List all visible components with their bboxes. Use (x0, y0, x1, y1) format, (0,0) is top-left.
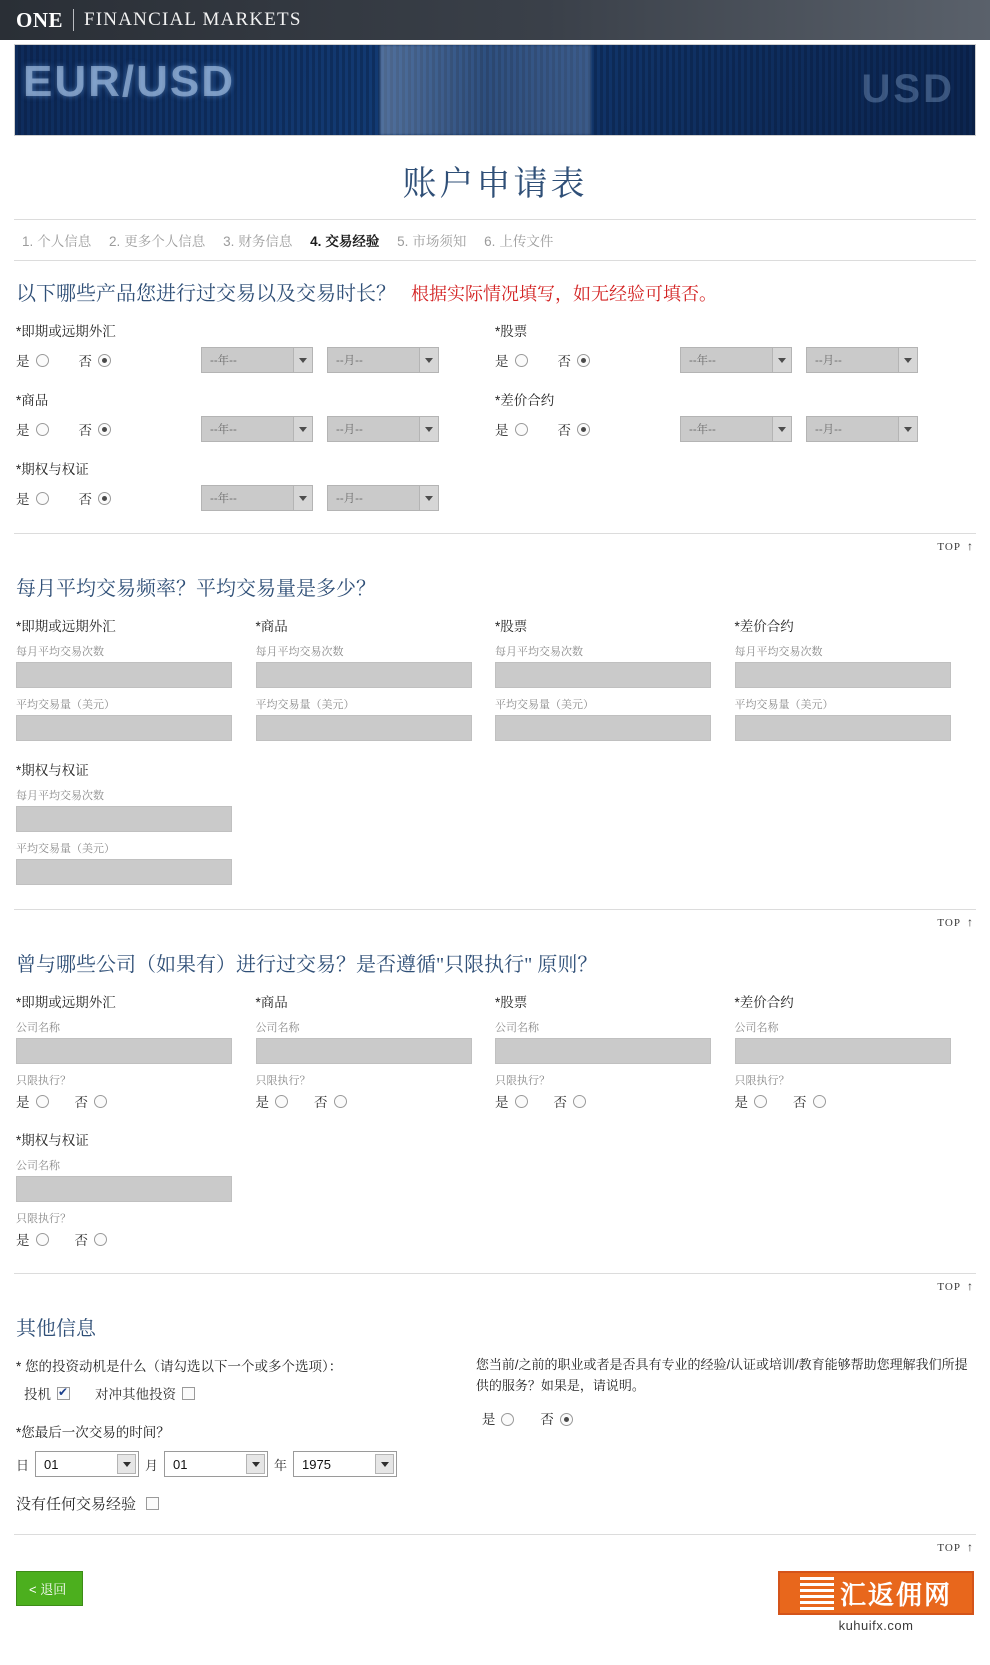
chevron-down-icon (419, 348, 438, 372)
form-footer (14, 1557, 976, 1653)
section1-cfd-no-label: 否 (557, 423, 571, 438)
chevron-down-icon (293, 417, 312, 441)
chevron-down-icon (898, 348, 917, 372)
section2-options-volume-label: 平均交易量（美元） (16, 843, 115, 855)
day-select[interactable] (35, 1451, 139, 1477)
step-4-num: 4. (310, 234, 322, 249)
section3-commodities-company-input[interactable] (256, 1038, 472, 1064)
section3-fx-exec-label: 只限执行？ (16, 1075, 71, 1087)
section1-cfd-yes-label: 是 (495, 423, 509, 438)
top-link-anchor-2[interactable] (937, 917, 974, 929)
section4-right (476, 1355, 974, 1514)
section3-fx-no[interactable] (75, 1091, 108, 1111)
section1-options-yes-label: 是 (16, 492, 30, 507)
up-arrow-icon: ↑ (967, 1279, 974, 1293)
section1-commodities-year-select[interactable] (201, 416, 313, 442)
chevron-down-icon (293, 486, 312, 510)
section3-cfd-yes-label: 是 (734, 1095, 748, 1110)
qr-icon (800, 1576, 834, 1610)
section3-cfd-no-radio[interactable] (813, 1095, 826, 1108)
section3-item-stocks-label: *股票 (495, 995, 528, 1010)
up-arrow-icon: ↑ (967, 539, 974, 553)
section2-item-options (16, 759, 256, 885)
section1-fx-yes-label: 是 (16, 354, 30, 369)
section1-row-2 (16, 389, 974, 458)
section2-item-cfd (735, 615, 975, 741)
section1-commodities-year-value: --年-- (210, 424, 237, 436)
motive-hedging-label: 对冲其他投资 (95, 1387, 176, 1402)
step-6[interactable] (484, 230, 553, 250)
profession-yes-radio[interactable] (501, 1413, 514, 1426)
section2-fx-volume-input[interactable] (16, 715, 232, 741)
step-1-label: 个人信息 (37, 234, 92, 249)
top-link-anchor-1[interactable] (937, 541, 974, 553)
section3-item-options (16, 1129, 256, 1249)
section1-fx-no-radio[interactable] (98, 354, 111, 367)
site-header (0, 0, 990, 40)
section1-commodities-radios (16, 419, 201, 439)
section4-heading: 其他信息 (16, 1318, 96, 1340)
section3-stocks-exec-label: 只限执行？ (495, 1075, 550, 1087)
section1-item-fx (16, 320, 495, 389)
top-link-anchor-4[interactable] (937, 1542, 974, 1554)
section2-item-stocks (495, 615, 735, 741)
section1-heading-text: 以下哪些产品您进行过交易以及交易时长？ (16, 283, 396, 305)
section1-options-year-value: --年-- (210, 493, 237, 505)
no-experience-checkbox[interactable] (146, 1497, 159, 1510)
brand-divider (73, 9, 74, 31)
section2-options-volume-input[interactable] (16, 859, 232, 885)
section1-cfd-year-select[interactable] (680, 416, 792, 442)
last-trade-date-row (16, 1451, 456, 1477)
section3-stocks-company-label: 公司名称 (495, 1022, 539, 1034)
section1-fx-no-label: 否 (78, 354, 92, 369)
section3-item-fx-label: *即期或远期外汇 (16, 995, 116, 1010)
chevron-down-icon (375, 1454, 394, 1474)
top-link-3 (14, 1274, 976, 1296)
section2-item-cfd-label: *差价合约 (734, 619, 794, 634)
section3-options-exec-label: 只限执行？ (16, 1213, 71, 1225)
section3-options-no-label: 否 (74, 1233, 88, 1248)
section3-options-no[interactable] (75, 1229, 108, 1249)
section1-cfd-year-value: --年-- (689, 424, 716, 436)
section3-commodities-exec-label: 只限执行？ (255, 1075, 311, 1087)
section1-commodities-no-radio[interactable] (98, 423, 111, 436)
section1-stocks-no[interactable] (558, 350, 591, 370)
section3-row-2 (16, 1129, 974, 1249)
section1-stocks-year-select[interactable] (680, 347, 792, 373)
section3-options-radios (16, 1229, 240, 1249)
step-4[interactable] (310, 230, 379, 250)
step-4-label: 交易经验 (325, 234, 380, 249)
month-select[interactable] (164, 1451, 268, 1477)
section3-item-cfd (735, 991, 975, 1111)
watermark-badge (778, 1571, 974, 1615)
year-select[interactable] (293, 1451, 397, 1477)
section2-options-freq-input[interactable] (16, 806, 232, 832)
step-5-label: 市场须知 (412, 234, 467, 249)
section2-cfd-freq-label: 每月平均交易次数 (734, 646, 823, 658)
section1-options-month-value: --月-- (336, 493, 363, 505)
section3-stocks-yes-radio[interactable] (515, 1095, 528, 1108)
top-link-4 (14, 1535, 976, 1557)
section1-fx-year-select[interactable] (201, 347, 313, 373)
section1-stocks-yes[interactable] (495, 350, 528, 370)
step-3-num: 3. (223, 234, 235, 249)
section2-commodities-freq-input[interactable] (256, 662, 472, 688)
section2-row-1 (16, 615, 974, 741)
section2-item-commodities (256, 615, 496, 741)
section1-options-year-select[interactable] (201, 485, 313, 511)
top-link-1 (14, 534, 976, 556)
section3-fx-no-radio[interactable] (94, 1095, 107, 1108)
step-6-num: 6. (484, 234, 496, 249)
profession-yes-label: 是 (481, 1411, 496, 1427)
section3-stocks-yes[interactable] (495, 1091, 528, 1111)
section2-fx-freq-label: 每月平均交易次数 (16, 646, 104, 658)
section3-stocks-no[interactable] (554, 1091, 587, 1111)
step-2-label: 更多个人信息 (124, 234, 206, 249)
section3-item-stocks (495, 991, 735, 1111)
section1-commodities-no-label: 否 (78, 423, 92, 438)
watermark (778, 1571, 974, 1633)
section2-item-options-label: *期权与权证 (16, 763, 89, 778)
section3-fx-yes[interactable] (16, 1091, 49, 1111)
motive-hedging[interactable] (95, 1383, 198, 1403)
month-unit-label: 月 (145, 1457, 159, 1473)
section3-stocks-company-input[interactable] (495, 1038, 711, 1064)
section1-commodities-yes[interactable] (16, 419, 49, 439)
no-experience-label: 没有任何交易经验 (16, 1496, 137, 1513)
profession-no-label: 否 (540, 1411, 554, 1427)
section1-row-1 (16, 320, 974, 389)
section1-cfd-yes-radio[interactable] (515, 423, 528, 436)
section2-item-fx-label: *即期或远期外汇 (16, 619, 116, 634)
section3-commodities-yes-radio[interactable] (275, 1095, 288, 1108)
brand-one: ONE (16, 7, 64, 32)
section3-options-company-label: 公司名称 (16, 1160, 60, 1172)
section3-options-yes-radio[interactable] (36, 1233, 49, 1246)
section3-options-yes-label: 是 (16, 1233, 30, 1248)
section3-options-no-radio[interactable] (94, 1233, 107, 1246)
section1-stocks-yes-radio[interactable] (515, 354, 528, 367)
section-frequency-volume (14, 556, 976, 891)
motive-label: * 您的投资动机是什么（请勾选以下一个或多个选项）： (16, 1359, 343, 1374)
section1-options-month-select[interactable] (327, 485, 439, 511)
section3-item-cfd-label: *差价合约 (734, 995, 794, 1010)
section2-stocks-freq-input[interactable] (495, 662, 711, 688)
section2-stocks-volume-input[interactable] (495, 715, 711, 741)
section1-stocks-radios (495, 350, 680, 370)
section2-item-stocks-label: *股票 (495, 619, 528, 634)
year-value: 1975 (302, 1456, 331, 1472)
section3-commodities-no-label: 否 (314, 1095, 328, 1110)
section-other-info (14, 1296, 976, 1520)
day-value: 01 (44, 1456, 59, 1472)
step-5[interactable] (397, 230, 466, 250)
top-label-2: TOP (937, 917, 961, 929)
watermark-url: kuhuifx.com (838, 1618, 914, 1633)
section3-commodities-company-label: 公司名称 (255, 1022, 300, 1034)
back-button[interactable]: < 退回 (16, 1571, 83, 1606)
section3-options-company-input[interactable] (16, 1176, 232, 1202)
section2-fx-volume-label: 平均交易量（美元） (16, 699, 115, 711)
section1-commodities-month-value: --月-- (336, 424, 363, 436)
section3-stocks-no-radio[interactable] (573, 1095, 586, 1108)
section1-stocks-month-select[interactable] (806, 347, 918, 373)
chevron-down-icon (772, 348, 791, 372)
section2-stocks-volume-label: 平均交易量（美元） (495, 699, 594, 711)
profession-no[interactable] (540, 1409, 573, 1431)
section-products-traded (14, 261, 976, 533)
section2-fx-freq-input[interactable] (16, 662, 232, 688)
step-breadcrumb (14, 220, 976, 261)
section3-stocks-yes-label: 是 (495, 1095, 509, 1110)
top-link-anchor-3[interactable] (937, 1281, 974, 1293)
section2-options-freq-label: 每月平均交易次数 (16, 790, 104, 802)
section1-fx-month-value: --月-- (336, 355, 363, 367)
hero-glow (380, 45, 591, 135)
hero-banner (14, 44, 976, 136)
year-unit-label: 年 (274, 1457, 288, 1473)
section1-options-no[interactable] (79, 488, 112, 508)
profession-yes[interactable] (482, 1409, 515, 1431)
section1-item-commodities-label: *商品 (16, 393, 49, 408)
section1-commodities-no[interactable] (79, 419, 112, 439)
profession-question: 您当前/之前的职业或者是否具有专业的经验/认证或培训/教育能够帮助您理解我们所提供的服务？如果是，请说明。 (475, 1357, 968, 1393)
motive-speculation[interactable] (24, 1383, 73, 1403)
top-label-3: TOP (937, 1281, 961, 1293)
section2-cfd-volume-label: 平均交易量（美元） (734, 699, 834, 711)
chevron-down-icon (117, 1454, 136, 1474)
section1-item-commodities (16, 389, 495, 458)
chevron-down-icon (898, 417, 917, 441)
step-6-label: 上传文件 (499, 234, 554, 249)
section3-cfd-company-input[interactable] (735, 1038, 951, 1064)
section1-fx-no[interactable] (79, 350, 112, 370)
section3-commodities-yes[interactable] (256, 1091, 289, 1111)
section1-item-stocks (495, 320, 974, 389)
section2-commodities-volume-label: 平均交易量（美元） (255, 699, 355, 711)
motive-speculation-label: 投机 (24, 1387, 51, 1402)
section3-cfd-no[interactable] (793, 1091, 826, 1111)
section3-fx-no-label: 否 (74, 1095, 88, 1110)
day-unit-label: 日 (16, 1457, 30, 1473)
top-label-4: TOP (937, 1542, 961, 1554)
section1-commodities-yes-radio[interactable] (36, 423, 49, 436)
chevron-down-icon (419, 417, 438, 441)
section1-options-no-label: 否 (78, 492, 92, 507)
section3-item-commodities-label: *商品 (255, 995, 288, 1010)
section1-fx-yes[interactable] (16, 350, 49, 370)
section1-options-yes-radio[interactable] (36, 492, 49, 505)
section3-fx-company-label: 公司名称 (16, 1022, 60, 1034)
section2-commodities-volume-input[interactable] (256, 715, 472, 741)
section3-cfd-company-label: 公司名称 (734, 1022, 779, 1034)
section3-item-commodities (256, 991, 496, 1111)
section3-item-fx (16, 991, 256, 1111)
section2-row-2 (16, 759, 974, 885)
section1-cfd-no-radio[interactable] (577, 423, 590, 436)
section1-commodities-yes-label: 是 (16, 423, 30, 438)
chevron-down-icon (419, 486, 438, 510)
section4-row (16, 1355, 974, 1514)
up-arrow-icon: ↑ (967, 1540, 974, 1554)
section2-heading: 每月平均交易频率？平均交易量是多少？ (16, 578, 376, 600)
step-5-num: 5. (397, 234, 409, 249)
section3-fx-company-input[interactable] (16, 1038, 232, 1064)
section2-cfd-volume-input[interactable] (735, 715, 951, 741)
top-link-2 (14, 910, 976, 932)
up-arrow-icon: ↑ (967, 915, 974, 929)
section1-stocks-yes-label: 是 (495, 354, 509, 369)
profession-no-radio[interactable] (560, 1413, 573, 1426)
section2-item-commodities-label: *商品 (255, 619, 288, 634)
section1-stocks-year-value: --年-- (689, 355, 716, 367)
motive-hedging-checkbox[interactable] (182, 1387, 195, 1400)
section1-fx-month-select[interactable] (327, 347, 439, 373)
section3-stocks-no-label: 否 (553, 1095, 567, 1110)
section1-cfd-no[interactable] (558, 419, 591, 439)
section1-fx-year-value: --年-- (210, 355, 237, 367)
section3-fx-radios (16, 1091, 240, 1111)
section3-item-options-label: *期权与权证 (16, 1133, 89, 1148)
section1-stocks-month-value: --月-- (815, 355, 842, 367)
page-title: 账户申请表 (14, 136, 976, 220)
section1-item-stocks-label: *股票 (495, 324, 528, 339)
section1-item-options-label: *期权与权证 (16, 462, 89, 477)
section1-item-options (16, 458, 495, 527)
top-label-1: TOP (937, 541, 961, 553)
profession-radios (482, 1409, 974, 1431)
hero-ticker-left: EUR/USD (23, 57, 236, 106)
hero-ticker-right: USD (861, 67, 955, 111)
section3-stocks-radios (495, 1091, 719, 1111)
section4-left (16, 1355, 476, 1514)
motive-options (24, 1383, 456, 1403)
section1-options-no-radio[interactable] (98, 492, 111, 505)
section1-cfd-yes[interactable] (495, 419, 528, 439)
section3-fx-yes-radio[interactable] (36, 1095, 49, 1108)
section3-commodities-no-radio[interactable] (334, 1095, 347, 1108)
section1-cfd-month-value: --月-- (815, 424, 842, 436)
section3-cfd-radios (735, 1091, 959, 1111)
section2-commodities-freq-label: 每月平均交易次数 (255, 646, 344, 658)
step-1[interactable] (22, 230, 91, 250)
no-experience-row[interactable] (16, 1493, 456, 1514)
section1-commodities-month-select[interactable] (327, 416, 439, 442)
section1-cfd-month-select[interactable] (806, 416, 918, 442)
section3-options-yes[interactable] (16, 1229, 49, 1249)
section1-heading (16, 277, 974, 306)
chevron-down-icon (772, 417, 791, 441)
section1-fx-radios (16, 350, 201, 370)
section-previous-firms (14, 932, 976, 1255)
section1-item-fx-label: *即期或远期外汇 (16, 324, 116, 339)
brand-financial-markets: FINANCIAL MARKETS (84, 9, 302, 30)
month-value: 01 (173, 1456, 188, 1472)
section1-row-3 (16, 458, 974, 527)
watermark-text: 汇返佣网 (839, 1580, 952, 1610)
section1-note: 根据实际情况填写，如无经验可填否。 (411, 284, 717, 304)
last-trade-label: *您最后一次交易的时间？ (16, 1425, 170, 1440)
section3-cfd-yes-radio[interactable] (754, 1095, 767, 1108)
section3-fx-yes-label: 是 (16, 1095, 30, 1110)
section3-commodities-no[interactable] (314, 1091, 347, 1111)
section1-stocks-no-label: 否 (557, 354, 571, 369)
section3-row-1 (16, 991, 974, 1111)
section2-item-fx (16, 615, 256, 741)
step-3-label: 财务信息 (238, 234, 293, 249)
section1-cfd-radios (495, 419, 680, 439)
section3-cfd-yes[interactable] (735, 1091, 768, 1111)
section3-commodities-yes-label: 是 (255, 1095, 269, 1110)
section2-cfd-freq-input[interactable] (735, 662, 951, 688)
section1-options-radios (16, 488, 201, 508)
chevron-down-icon (293, 348, 312, 372)
section3-cfd-no-label: 否 (793, 1095, 807, 1110)
section3-heading: 曾与哪些公司（如果有）进行过交易？是否遵循"只限执行" 原则？ (16, 954, 598, 976)
section1-item-cfd (495, 389, 974, 458)
section3-commodities-radios (256, 1091, 480, 1111)
step-2-num: 2. (109, 234, 121, 249)
section3-cfd-exec-label: 只限执行？ (734, 1075, 790, 1087)
section1-stocks-no-radio[interactable] (577, 354, 590, 367)
motive-speculation-checkbox[interactable] (57, 1387, 70, 1400)
section2-stocks-freq-label: 每月平均交易次数 (495, 646, 583, 658)
step-2[interactable] (109, 230, 205, 250)
step-3[interactable] (223, 230, 292, 250)
step-1-num: 1. (22, 234, 34, 249)
section1-fx-yes-radio[interactable] (36, 354, 49, 367)
section1-options-yes[interactable] (16, 488, 49, 508)
section1-item-cfd-label: *差价合约 (495, 393, 555, 408)
chevron-down-icon (246, 1454, 265, 1474)
